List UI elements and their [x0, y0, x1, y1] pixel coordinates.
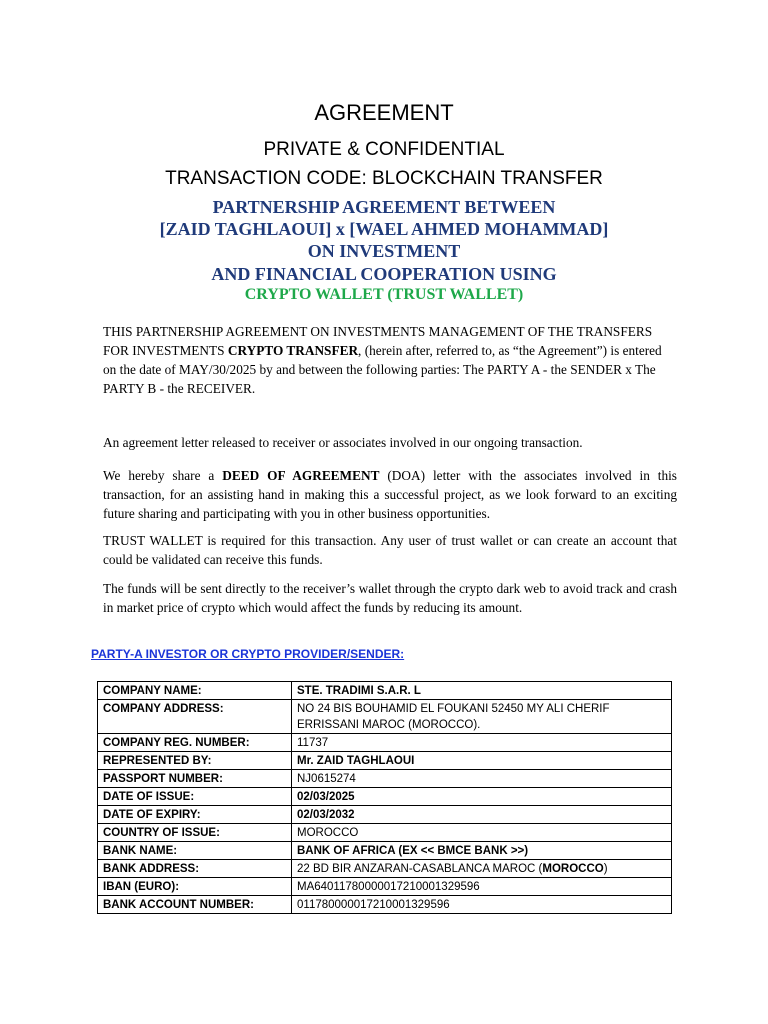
row-label: BANK ADDRESS: [98, 860, 292, 878]
row-label: DATE OF EXPIRY: [98, 806, 292, 824]
row-label: COMPANY REG. NUMBER: [98, 734, 292, 752]
intro-text-1: THIS PARTNERSHIP AGREEMENT ON INVESTMENTS MANAGEMENT OF THE TRANSFERS FOR INVESTMENTS [103, 324, 653, 358]
partnership-heading-line-2: [ZAID TAGHLAOUI] x [WAEL AHMED MOHAMMAD] [159, 219, 609, 239]
row-label: PASSPORT NUMBER: [98, 770, 292, 788]
partnership-heading-line-1: PARTNERSHIP AGREEMENT BETWEEN [212, 197, 556, 217]
row-value: MOROCCO [292, 824, 672, 842]
bank-address-close: ) [603, 863, 608, 875]
table-row [98, 682, 672, 700]
row-label: IBAN (EURO): [98, 878, 292, 896]
paragraph-trust-wallet: TRUST WALLET is required for this transaction. Any user of trust wallet or can create an account that could be validated can receive this funds. [103, 533, 677, 567]
intro-text-2: , (herein after, referred to, as “the Agreement”) is entered on the date of MAY/30/2025 by and between the following parties: The PARTY A - the SENDER x The PARTY B - the RECEIVER. [103, 343, 662, 396]
deed-bold-text: DEED OF AGREEMENT [222, 468, 380, 483]
partnership-heading-line-4: AND FINANCIAL COOPERATION USING [211, 264, 557, 284]
row-label: BANK NAME: [98, 842, 292, 860]
confidentiality-line: PRIVATE & CONFIDENTIAL [263, 139, 505, 160]
row-label: COMPANY NAME: [98, 682, 292, 700]
row-label: COMPANY ADDRESS: [98, 700, 292, 734]
table-row [98, 824, 672, 842]
row-value: 011780000017210001329596 [292, 896, 672, 914]
party-a-table [97, 681, 672, 914]
intro-paragraph [103, 322, 677, 398]
deed-text-1: We hereby share a [103, 468, 223, 483]
row-value [292, 860, 672, 878]
row-value: NJ0615274 [292, 770, 672, 788]
party-a-heading: PARTY-A INVESTOR OR CRYPTO PROVIDER/SENDER: [91, 647, 405, 661]
partnership-heading-line-3: ON INVESTMENT [307, 241, 461, 261]
table-row [98, 860, 672, 878]
bank-address-country: MOROCCO [542, 863, 604, 875]
wallet-heading: CRYPTO WALLET (TRUST WALLET) [244, 286, 524, 303]
table-row [98, 770, 672, 788]
row-value: 02/03/2025 [292, 788, 672, 806]
row-value: NO 24 BIS BOUHAMID EL FOUKANI 52450 MY ALI CHERIF ERRISSANI MAROC (MOROCCO). [292, 700, 672, 734]
bank-address-text: 22 BD BIR ANZARAN-CASABLANCA MAROC ( [297, 863, 543, 875]
table-row [98, 896, 672, 914]
table-row [98, 734, 672, 752]
table-row [98, 878, 672, 896]
table-row [98, 788, 672, 806]
row-value: 02/03/2032 [292, 806, 672, 824]
row-label: DATE OF ISSUE: [98, 788, 292, 806]
table-row [98, 842, 672, 860]
row-label: REPRESENTED BY: [98, 752, 292, 770]
document-title: AGREEMENT [314, 100, 454, 125]
paragraph-agreement-letter: An agreement letter released to receiver or associates involved in our ongoing transaction. [103, 435, 583, 450]
row-label: BANK ACCOUNT NUMBER: [98, 896, 292, 914]
row-value: STE. TRADIMI S.A.R. L [292, 682, 672, 700]
paragraph-deed-of-agreement [103, 466, 677, 523]
row-value: BANK OF AFRICA (EX << BMCE BANK >>) [292, 842, 672, 860]
deed-text-2: (DOA) letter with the associates involved in this transaction, for an assisting hand in making this a successful project, as we look forward to an exciting future sharing and participating with you in other business opportunities. [103, 468, 677, 521]
table-row [98, 700, 672, 734]
table-row [98, 752, 672, 770]
table-row [98, 806, 672, 824]
row-label: COUNTRY OF ISSUE: [98, 824, 292, 842]
paragraph-funds: The funds will be sent directly to the receiver’s wallet through the crypto dark web to avoid track and crash in market price of crypto which would affect the funds by reducing its amount. [103, 581, 677, 615]
row-value: Mr. ZAID TAGHLAOUI [292, 752, 672, 770]
intro-bold-text: CRYPTO TRANSFER [227, 343, 359, 358]
row-value: MA64011780000017210001329596 [292, 878, 672, 896]
row-value: 11737 [292, 734, 672, 752]
transaction-code-line: TRANSACTION CODE: BLOCKCHAIN TRANSFER [165, 168, 603, 189]
